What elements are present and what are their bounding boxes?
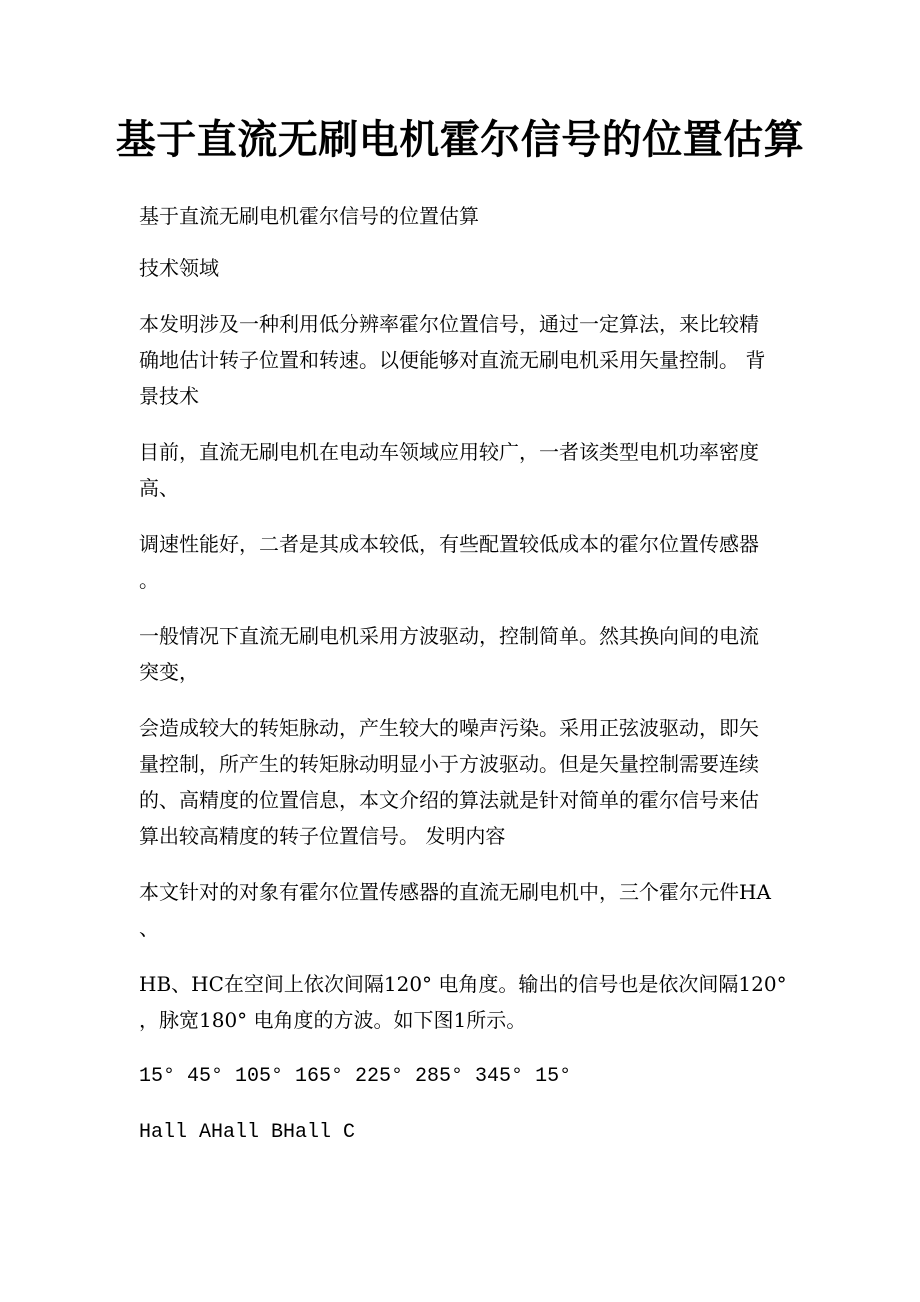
section-heading-technical-field: 技术领域 <box>139 256 219 280</box>
paragraph-line: 本文针对的对象有霍尔位置传感器的直流无刷电机中，三个霍尔元件HA <box>139 880 771 904</box>
paragraph-line: 量控制，所产生的转矩脉动明显小于方波驱动。但是矢量控制需要连续 <box>139 752 759 776</box>
paragraph-line: 确地估计转子位置和转速。以便能够对直流无刷电机采用矢量控制。 背 <box>139 348 766 372</box>
paragraph-line: 会造成较大的转矩脉动，产生较大的噪声污染。采用正弦波驱动，即矢 <box>139 716 759 740</box>
paragraph-line: 目前，直流无刷电机在电动车领域应用较广，一者该类型电机功率密度 <box>139 440 759 464</box>
document-title: 基于直流无刷电机霍尔信号的位置估算 <box>115 116 805 163</box>
paragraph-line: 本发明涉及一种利用低分辨率霍尔位置信号，通过一定算法，来比较精 <box>139 312 759 336</box>
paragraph-line: 一般情况下直流无刷电机采用方波驱动，控制简单。然其换向间的电流 <box>139 624 759 648</box>
paragraph-line: 调速性能好，二者是其成本较低，有些配置较低成本的霍尔位置传感器 <box>139 532 759 556</box>
hall-labels-line: Hall AHall BHall C <box>139 1121 356 1144</box>
paragraph-line: 突变， <box>139 660 199 684</box>
paragraph-line: 算出较高精度的转子位置信号。 发明内容 <box>139 824 506 848</box>
subtitle-line: 基于直流无刷电机霍尔信号的位置估算 <box>139 204 479 228</box>
angle-labels-line: 15° 45° 105° 165° 225° 285° 345° 15° <box>139 1065 572 1088</box>
paragraph-line: 、 <box>139 916 159 940</box>
paragraph-line: 高、 <box>139 476 179 500</box>
paragraph-line: 的、高精度的位置信息，本文介绍的算法就是针对简单的霍尔信号来估 <box>139 788 759 812</box>
paragraph-line: 景技术 <box>139 384 199 408</box>
paragraph-line: ，脉宽180° 电角度的方波。如下图1所示。 <box>139 1008 527 1032</box>
paragraph-line: 。 <box>139 568 159 592</box>
paragraph-line: HB、HC在空间上依次间隔120° 电角度。输出的信号也是依次间隔120° <box>139 972 787 996</box>
